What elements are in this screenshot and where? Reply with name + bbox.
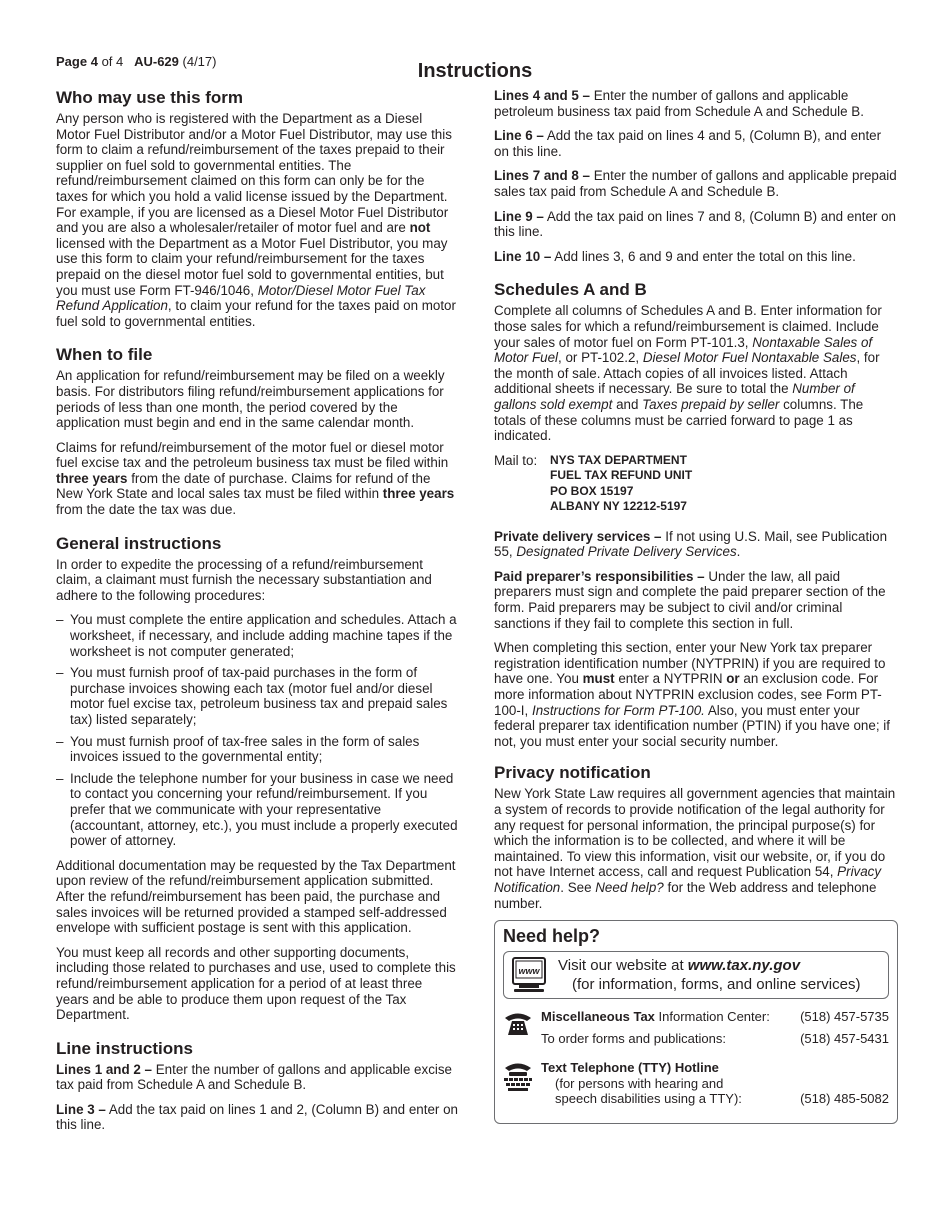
list-item: – You must furnish proof of tax-free sales in the form of sales invoices issued to the governmental entity; (56, 734, 458, 765)
schedules-italic-4: Taxes prepaid by seller (642, 396, 780, 412)
private-delivery-text: If not using U.S. Mail, see Publication 55, (494, 528, 888, 560)
line-10-text: Add lines 3, 6 and 9 and enter the total on this line. (551, 248, 856, 264)
preparer-text-c: enter a NYTPRIN (614, 671, 727, 687)
website-subtitle: (for information, forms, and online services) (572, 975, 861, 993)
schedules-text-1: Complete all columns of Schedules A and B. Enter information for those sales for which a refund/reimbursement is claimed. Include your sales of motor fuel on Form PT-101.3, (494, 303, 882, 350)
line-9-label: Line 9 – (494, 208, 544, 224)
private-delivery-end: . (736, 544, 741, 560)
schedules-text-3: , for the month of sale. Attach copies of all invoices listed. Attach additional sheets if necessary. Be sure to total the (494, 350, 880, 397)
mail-line: FUEL TAX REFUND UNIT (550, 468, 693, 483)
mailing-address (494, 453, 898, 515)
line-instructions-continued (494, 88, 898, 264)
tty-subtitle-1: (for persons with hearing and (555, 1075, 724, 1091)
mail-line: NYS TAX DEPARTMENT (550, 452, 687, 467)
telephone-icon-wrap (503, 1009, 541, 1041)
page-of: of 4 (101, 54, 124, 69)
when-paragraph-1: An application for refund/reimbursement may be filed on a weekly basis. For distributors filing refund/reimbursement applications for periods of less than one month, the period covered by the application must begin and end in the same calendar month. (56, 368, 445, 431)
preparer-bold-or: or (726, 671, 740, 687)
misc-tax-label: Miscellaneous Tax (541, 1008, 655, 1024)
schedules-heading: Schedules A and B (494, 280, 647, 300)
left-column (56, 88, 458, 1149)
preparer-text-e: an exclusion code. For more information about NYTPRIN exclusion codes, see Form PT-100-I, (494, 671, 882, 718)
misc-tax-lines (541, 1009, 889, 1054)
line-10-label: Line 10 – (494, 248, 552, 264)
privacy-text-1: New York State Law requires all government agencies that maintain a system of records to provide notification of the legal authority for any request for personal information, the principal purpose(s) for which the information is to be collected, and where it will be maintained. To view this information, visit our website, or, if you do not have Internet access, call and request Publication 54, (494, 786, 896, 880)
lines-4-5 (494, 88, 898, 119)
when-text-c: from the date of purchase. Claims for refund of the New York State and local sales tax must be filed within (56, 470, 431, 502)
when-bold-d: three years (382, 486, 455, 502)
private-delivery-label: Private delivery services – (494, 528, 662, 544)
list-item: – Include the telephone number for your business in case we need to contact you concerning your refund/reimbursement. If you prefer that we communicate with your representative (accountant, attorney, etc.), you must include a properly executed power of attorney. (56, 771, 458, 849)
tty-icon (503, 1060, 533, 1094)
privacy-text-2: . See (560, 879, 596, 895)
website-link[interactable]: www.tax.ny.gov (687, 956, 801, 974)
preparer-label: Paid preparer’s responsibilities – (494, 568, 705, 584)
schedules-italic-1: Nontaxable Sales of Motor Fuel (494, 334, 873, 366)
line-instructions-heading: Line instructions (56, 1038, 193, 1058)
lines-4-5-text: Enter the number of gallons and applicable petroleum business tax paid from Schedule A and Schedule B. (494, 88, 864, 119)
schedules-section (494, 280, 898, 749)
schedules-text-4: and (612, 396, 643, 412)
privacy-paragraph (494, 786, 898, 911)
mail-address-lines (550, 453, 692, 515)
preparer-paragraph-2 (494, 640, 898, 749)
tty-icon-wrap (503, 1060, 541, 1098)
need-help-box (494, 920, 898, 1124)
when-bold-b: three years (56, 470, 128, 486)
need-help-heading: Need help? (503, 926, 601, 947)
privacy-text-3: for the Web address and telephone number. (494, 879, 877, 911)
line-6-label: Line 6 – (494, 128, 544, 144)
general-section (56, 534, 458, 1023)
schedules-text-2: , or PT-102.2, (558, 350, 643, 366)
line-6-text: Add the tax paid on lines 4 and 5, (Column B), and enter on this line. (494, 128, 882, 159)
who-text-1: Any person who is registered with the Department as a Diesel Motor Fuel Distributor and/or a Motor Fuel Distributor, may use this form to claim a refund/reimbursement of the taxes prepaid to their supplier on fuel sold to governmental entities. The refund/reimbursement claimed on this form can only be for the taxes for which you hold a valid license issued by the Department. For example, if you are licensed as a Diesel Motor Fuel Distributor and you are also a wholesaler/retailer of motor fuel and are (56, 111, 452, 236)
privacy-heading: Privacy notification (494, 763, 651, 783)
order-forms-line (541, 1031, 889, 1047)
mail-label: Mail to: (494, 452, 538, 468)
preparer-bold-must: must (582, 671, 615, 687)
computer-icon (510, 956, 548, 994)
who-text-2: licensed with the Department as a Motor Fuel Distributor, you may use this form to claim your refund/reimbursement for the taxes prepaid on the diesel motor fuel sold to governmental entities, but you must use Form FT-946/1046, (56, 235, 448, 298)
tty-row (503, 1060, 889, 1107)
misc-tax-desc (541, 1009, 770, 1025)
mail-line: PO BOX 15197 (550, 483, 634, 498)
line-6 (494, 128, 898, 159)
order-forms-text: To order forms and publications: (541, 1031, 726, 1047)
privacy-italic-2: Need help? (595, 879, 664, 895)
preparer-text: Under the law, all paid preparers must sign and complete the paid preparer section of the form. Paid preparers may be subject to civil and/or criminal sanctions if they fail to complete this section in full. (494, 568, 886, 631)
page-word: Page (56, 54, 88, 69)
tty-lines (541, 1060, 889, 1107)
private-delivery (494, 529, 898, 560)
telephone-icon (503, 1009, 533, 1037)
when-heading: When to file (56, 345, 153, 365)
website-box (503, 951, 889, 999)
who-heading: Who may use this form (56, 88, 244, 107)
general-heading: General instructions (56, 533, 222, 553)
line-3-text: Add the tax paid on lines 1 and 2, (Column B) and enter on this line. (56, 1101, 458, 1133)
tty-phone-line (541, 1091, 889, 1107)
who-form-title: Motor/Diesel Motor Fuel Tax Refund Application (56, 282, 426, 314)
line-9 (494, 209, 898, 240)
schedules-paragraph (494, 303, 898, 443)
line-3 (56, 1102, 458, 1133)
www-label: www (518, 965, 540, 976)
page-number: 4 (90, 54, 98, 69)
privacy-italic-1: Privacy Notification (494, 864, 882, 895)
tty-label: Text Telephone (TTY) Hotline (541, 1059, 719, 1075)
visit-text: Visit our website at (558, 956, 688, 974)
lines-1-2-label: Lines 1 and 2 – (56, 1061, 153, 1077)
general-list (56, 612, 458, 848)
who-section (56, 88, 458, 329)
tty-phone[interactable]: (518) 485-5082 (800, 1091, 889, 1107)
misc-tax-row (503, 1009, 889, 1054)
mail-line: ALBANY NY 12212-5197 (550, 499, 687, 514)
general-records: You must keep all records and other supporting documents, including those related to purchases and use, used to complete this refund/reimbursement application for a period of at least three years and be able to produce them upon request of the Tax Department. (56, 944, 456, 1023)
schedules-italic-2: Diesel Motor Fuel Nontaxable Sales (642, 350, 857, 366)
general-additional: Additional documentation may be requested by the Tax Department upon review of the refund/reimbursement application submitted. After the refund/reimbursement has been paid, the purchase and sales invoices will be returned provided a stamped self-addressed envelope with sufficient postage is sent with this application. (56, 857, 456, 936)
right-column (494, 88, 898, 1124)
preparer-paragraph-1 (494, 569, 898, 631)
page-title: Instructions (417, 60, 533, 82)
who-paragraph (56, 111, 458, 329)
line-instructions-section (56, 1039, 458, 1133)
misc-tax-rest: Information Center: (654, 1008, 770, 1024)
lines-4-5-label: Lines 4 and 5 – (494, 88, 591, 103)
who-text-3: , to claim your refund for the taxes paid on motor fuel sold to governmental entities. (56, 298, 456, 329)
preparer-italic-form: Instructions for Form PT-100. (531, 702, 705, 718)
private-delivery-pub: Designated Private Delivery Services (516, 544, 737, 560)
lines-1-2 (56, 1062, 458, 1093)
when-text-a: Claims for refund/reimbursement of the motor fuel or diesel motor fuel excise tax and the petroleum business tax must be filed within (56, 439, 449, 471)
line-9-text: Add the tax paid on lines 7 and 8, (Column B) and enter on this line. (494, 208, 896, 240)
line-3-label: Line 3 – (56, 1101, 106, 1117)
website-text (558, 956, 860, 994)
line-10 (494, 249, 898, 265)
schedules-italic-3: Number of gallons sold exempt (494, 381, 855, 412)
when-section (56, 345, 458, 517)
privacy-section (494, 763, 898, 911)
misc-tax-line (541, 1009, 889, 1025)
lines-7-8 (494, 168, 898, 199)
tty-label-line (541, 1060, 889, 1076)
misc-tax-phone[interactable]: (518) 457-5735 (800, 1008, 889, 1024)
form-id: AU-629 (134, 54, 179, 69)
general-intro: In order to expedite the processing of a refund/reimbursement claim, a claimant must furnish the necessary substantiation and adhere to the following procedures: (56, 556, 432, 603)
tty-subtitle-2: speech disabilities using a TTY): (555, 1091, 742, 1107)
lines-7-8-text: Enter the number of gallons and applicable prepaid sales tax paid from Schedule A and Schedule B. (494, 168, 897, 199)
when-text-e: from the date the tax was due. (56, 502, 237, 518)
who-bold-not: not (409, 220, 431, 236)
when-paragraph-2 (56, 440, 458, 518)
preparer-text-g: Also, you must enter your federal preparer tax identification number (PTIN) if you have one; if not, you must enter your social security number. (494, 702, 890, 749)
list-item: – You must complete the entire application and schedules. Attach a worksheet, if necessary, and include adding machine tapes if the worksheet is not computer generated; (56, 612, 458, 659)
order-forms-phone[interactable]: (518) 457-5431 (800, 1031, 889, 1047)
schedules-text-5: columns. The totals of these columns must be carried forward to page 1 as indicated. (494, 396, 864, 444)
form-revision: (4/17) (182, 54, 217, 69)
lines-1-2-text: Enter the number of gallons and applicable excise tax paid from Schedule A and Schedule B. (56, 1061, 453, 1093)
list-item: – You must furnish proof of tax-paid purchases in the form of purchase invoices showing each tax (motor fuel and/or diesel motor fuel excise tax, petroleum business tax and prepaid sales tax) listed separately; (56, 665, 458, 727)
preparer-text-a: When completing this section, enter your New York tax preparer registration identification number (NYTPRIN) if you are required to have one. You (494, 640, 886, 687)
lines-7-8-label: Lines 7 and 8 – (494, 168, 591, 184)
